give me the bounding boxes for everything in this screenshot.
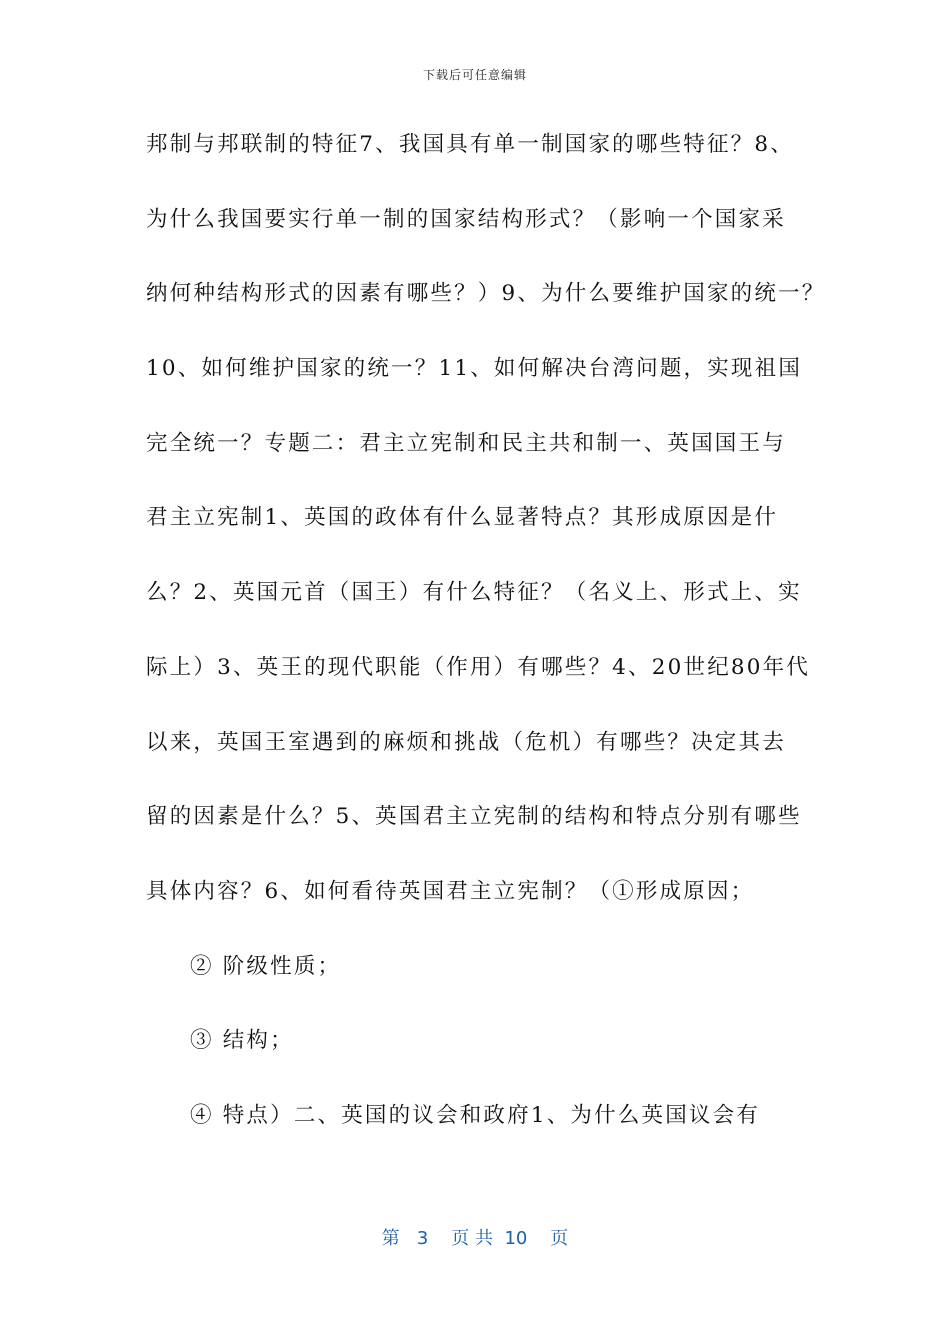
body-line-14: ④ 特点）二、英国的议会和政府1、为什么英国议会有 <box>190 1102 761 1128</box>
body-line-2: 为什么我国要实行单一制的国家结构形式？（影响一个国家采 <box>146 206 786 232</box>
footer-middle: 页 共 <box>451 1228 493 1249</box>
body-line-10: 留的因素是什么？5、英国君主立宪制的结构和特点分别有哪些 <box>146 804 802 830</box>
footer-suffix: 页 <box>550 1228 569 1249</box>
body-line-13: ③ 结构； <box>190 1028 294 1054</box>
body-line-1: 邦制与邦联制的特征7、我国具有单一制国家的哪些特征？8、 <box>146 132 794 157</box>
page-header: 下载后可任意编辑 <box>422 68 527 82</box>
body-line-8: 际上）3、英王的现代职能（作用）有哪些？4、20世纪80年代 <box>146 654 811 680</box>
body-line-11: 具体内容？6、如何看待英国君主立宪制？（①形成原因； <box>146 878 755 904</box>
body-line-4: 10、如何维护国家的统一？11、如何解决台湾问题，实现祖国 <box>146 356 803 382</box>
body-line-7: 么？2、英国元首（国王）有什么特征？（名义上、形式上、实 <box>146 580 802 606</box>
body-line-3: 纳何种结构形式的因素有哪些？）9、为什么要维护国家的统一？ <box>146 281 826 307</box>
body-line-6: 君主立宪制1、英国的政体有什么显著特点？其形成原因是什 <box>146 505 779 531</box>
body-line-9: 以来，英国王室遇到的麻烦和挑战（危机）有哪些？决定其去 <box>146 729 786 755</box>
total-pages-number: 10 <box>504 1228 528 1249</box>
footer-prefix: 第 <box>381 1228 400 1249</box>
body-line-12: ② 阶级性质； <box>190 953 342 979</box>
current-page-number: 3 <box>416 1228 429 1249</box>
body-line-5: 完全统一？专题二：君主立宪制和民主共和制一、英国国王与 <box>146 430 786 456</box>
document-body <box>146 118 826 1164</box>
page-footer <box>0 1224 950 1250</box>
